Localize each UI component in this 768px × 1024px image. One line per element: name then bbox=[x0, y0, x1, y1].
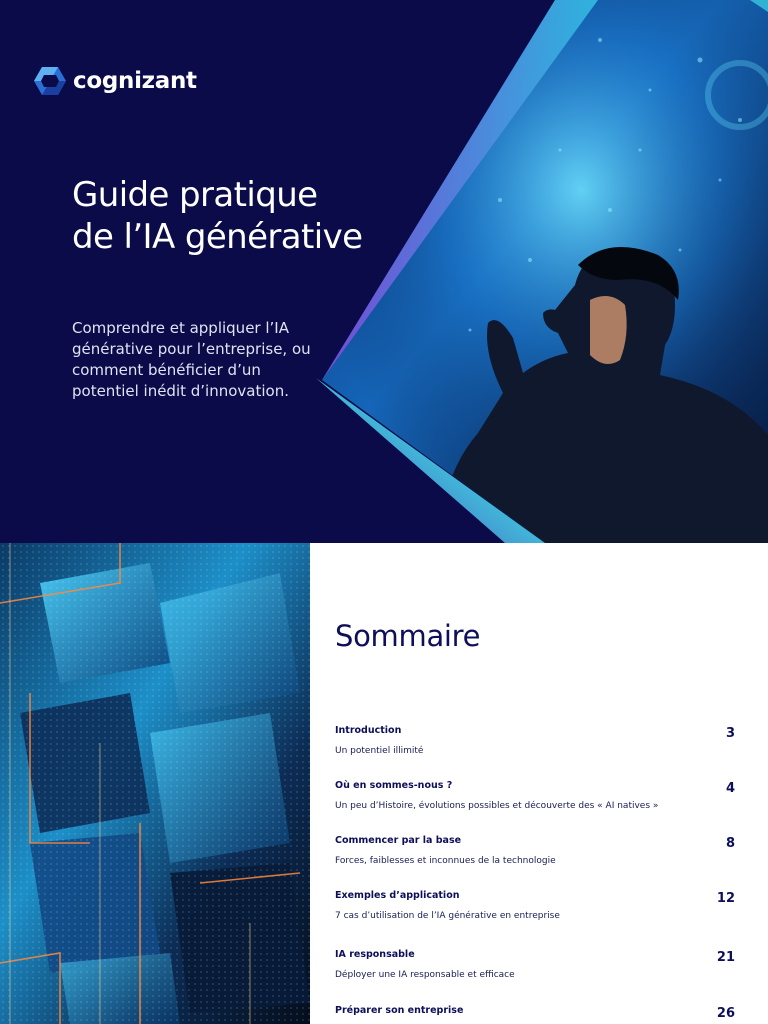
toc-page-number: 21 bbox=[716, 950, 735, 965]
toc-section-title: Commencer par la base bbox=[335, 835, 462, 846]
toc-section-title: Préparer son entreprise bbox=[335, 1005, 464, 1016]
toc-page-number: 4 bbox=[725, 781, 735, 796]
toc-section-description: Déployer une IA responsable et efficace bbox=[335, 970, 515, 980]
toc-section-title: Exemples d’application bbox=[335, 890, 460, 901]
toc-page-number: 26 bbox=[716, 1006, 735, 1021]
toc-section-description: 7 cas d’utilisation de l’IA générative en entreprise bbox=[335, 911, 560, 921]
toc-section-description: Un potentiel illimité bbox=[335, 746, 424, 756]
cognizant-logo bbox=[33, 66, 197, 96]
toc-section-title: Introduction bbox=[335, 725, 402, 736]
title-line-2: de l’IA générative bbox=[72, 217, 363, 257]
page-title bbox=[72, 174, 402, 258]
toc-page-number: 12 bbox=[716, 891, 735, 906]
abstract-tech-image bbox=[0, 543, 310, 1024]
toc-section-description: Un peu d’Histoire, évolutions possibles et découverte des « AI natives » bbox=[335, 801, 659, 811]
toc-heading: Sommaire bbox=[335, 619, 481, 653]
toc-page-number: 8 bbox=[725, 836, 735, 851]
brand-name: cognizant bbox=[73, 68, 197, 94]
toc-page-number: 3 bbox=[725, 726, 735, 741]
table-of-contents bbox=[310, 543, 768, 1024]
toc-section-description: Forces, faiblesses et inconnues de la technologie bbox=[335, 856, 556, 866]
abstract-tech-illustration bbox=[0, 543, 310, 1024]
toc-section-title: IA responsable bbox=[335, 949, 415, 960]
toc-section-title: Où en sommes-nous ? bbox=[335, 780, 453, 791]
cover-subtitle: Comprendre et appliquer l’IA générative pour l’entreprise, ou comment bénéficier d’un potentiel inédit d’innovation. bbox=[72, 319, 311, 400]
title-line-1: Guide pratique bbox=[72, 175, 318, 215]
cognizant-hexagon-icon bbox=[33, 66, 67, 96]
